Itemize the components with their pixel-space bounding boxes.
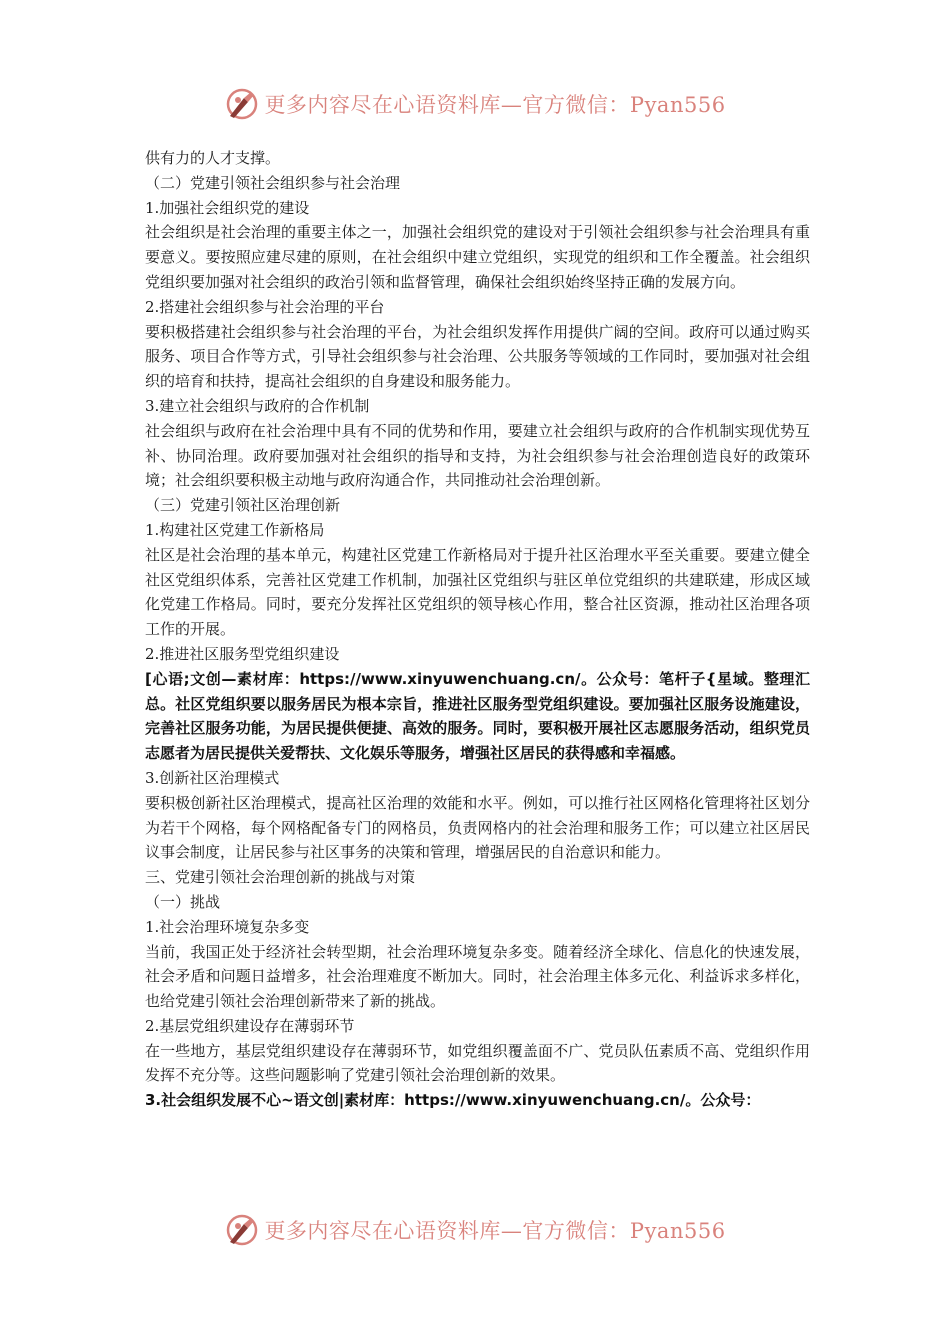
header-banner <box>0 84 950 124</box>
subsection-heading: 1.构建社区党建工作新格局 <box>145 520 325 539</box>
subsection-heading: 3.建立社会组织与政府的合作机制 <box>145 396 370 415</box>
document-body <box>145 146 810 1113</box>
header-banner-text: 更多内容尽在心语资料库—官方微信：Pyan556 <box>264 93 726 117</box>
section-heading: （三）党建引领社区治理创新 <box>145 496 341 515</box>
subsection-heading: 2.推进社区服务型党组织建设 <box>145 644 340 663</box>
subsection-heading: 1.社会治理环境复杂多变 <box>145 917 310 936</box>
paragraph: 当前，我国正处于经济社会转型期，社会治理环境复杂多变。随着经济全球化、信息化的快速发展，社会矛盾和问题日益增多，社会治理难度不断加大。同时，社会治理主体多元化、利益诉求多样化，也给党建引领社会治理创新带来了新的挑战。 <box>145 942 810 1011</box>
chapter-heading: 三、党建引领社会治理创新的挑战与对策 <box>145 868 416 887</box>
subsection-heading: 3.创新社区治理模式 <box>145 768 280 787</box>
paragraph: 社区是社会治理的基本单元，构建社区党建工作新格局对于提升社区治理水平至关重要。要建立健全社区党组织体系，完善社区党建工作机制，加强社区党组织与驻区单位党组织的共建联建，形成区域化党建工作格局。同时，要充分发挥社区党组织的领导核心作用，整合社区资源，推动社区治理各项工作的开展。 <box>145 545 810 639</box>
subsection-heading: 2.基层党组织建设存在薄弱环节 <box>145 1016 355 1035</box>
subsection-heading: 1.加强社会组织党的建设 <box>145 198 310 217</box>
subsection-heading-bold: 3.社会组织发展不心~语文创|素材库：https://www.xinyuwenchuang.cn/。公众号： <box>145 1091 761 1110</box>
section-heading: （一）挑战 <box>145 892 221 911</box>
paragraph-bold: [心语;文创—素材库：https://www.xinyuwenchuang.cn/。公众号：笔杆子{星域。整理汇总。社区党组织要以服务居民为根本宗旨，推进社区服务型党组织建设。要加强社区服务设施建设，完善社区服务功能，为居民提供便捷、高效的服务。同时，要积极开展社区志愿服务活动，组织党员志愿者为居民提供关爱帮扶、文化娱乐等服务，增强社区居民的获得感和幸福感。 <box>145 669 810 763</box>
footer-banner-text: 更多内容尽在心语资料库—官方微信：Pyan556 <box>264 1219 726 1243</box>
section-heading: （二）党建引领社会组织参与社会治理 <box>145 173 401 192</box>
paragraph: 在一些地方，基层党组织建设存在薄弱环节，如党组织覆盖面不广、党员队伍素质不高、党组织作用发挥不充分等。这些问题影响了党建引领社会治理创新的效果。 <box>145 1041 810 1085</box>
footer-banner <box>0 1210 950 1250</box>
paragraph: 要积极搭建社会组织参与社会治理的平台，为社会组织发挥作用提供广阔的空间。政府可以通过购买服务、项目合作等方式，引导社会组织参与社会治理、公共服务等领域的工作同时，要加强对社会组织的培育和扶持，提高社会组织的自身建设和服务能力。 <box>145 322 810 391</box>
paragraph: 供有力的人才支撑。 <box>145 149 281 167</box>
logo-icon <box>224 1212 260 1248</box>
subsection-heading: 2.搭建社会组织参与社会治理的平台 <box>145 297 385 316</box>
paragraph: 社会组织与政府在社会治理中具有不同的优势和作用，要建立社会组织与政府的合作机制实现优势互补、协同治理。政府要加强对社会组织的指导和支持，为社会组织参与社会治理创造良好的政策环境；社会组织要积极主动地与政府沟通合作，共同推动社会治理创新。 <box>145 421 810 490</box>
paragraph: 社会组织是社会治理的重要主体之一，加强社会组织党的建设对于引领社会组织参与社会治理具有重要意义。要按照应建尽建的原则，在社会组织中建立党组织，实现党的组织和工作全覆盖。社会组织党组织要加强对社会组织的政治引领和监督管理，确保社会组织始终坚持正确的发展方向。 <box>145 223 810 291</box>
paragraph: 要积极创新社区治理模式，提高社区治理的效能和水平。例如，可以推行社区网格化管理将社区划分为若干个网格，每个网格配备专门的网格员，负责网格内的社会治理和服务工作；可以建立社区居民议事会制度，让居民参与社区事务的决策和管理，增强居民的自治意识和能力。 <box>145 793 810 862</box>
logo-icon <box>224 86 260 122</box>
